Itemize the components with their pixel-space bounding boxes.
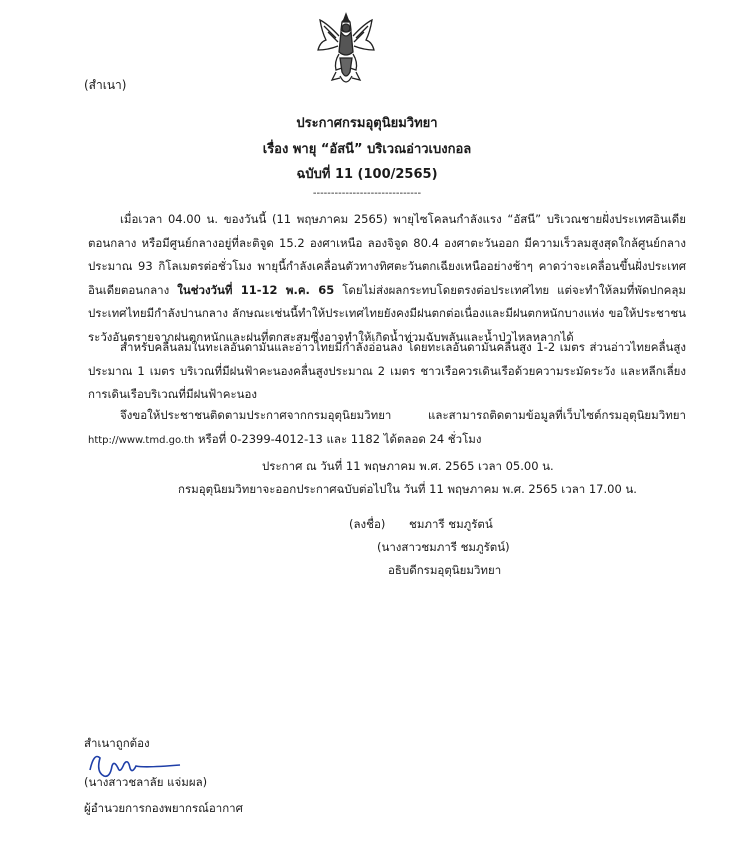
signatory-position: อธิบดีกรมอุตุนิยมวิทยา xyxy=(388,563,502,577)
signatory-full-name: (นางสาวชมภารี ชมภูรัตน์) xyxy=(377,540,510,554)
signature-line xyxy=(349,513,493,536)
paragraph-wave-conditions: สำหรับคลื่นลมในทะเลอันดามันและอ่าวไทยมีกำลังอ่อนลง โดยทะเลอันดามันคลื่นสูง 1-2 เมตร ส่วนอ่าวไทยคลื่นสูงประมาณ 1 เมตร บริเวณที่มีฝนฟ้าคะนองคลื่นสูงประมาณ 2 เมตร ชาวเรือควรเดินเรือด้วยความระมัดระวัง และหลีกเลี่ยงการเดินเรือบริเวณที่มีฝนฟ้าคะนอง xyxy=(88,340,686,401)
garuda-emblem-icon xyxy=(316,10,376,90)
issue-info xyxy=(178,455,637,501)
paragraph-text: หรือที่ 0-2399-4012-13 และ 1182 ได้ตลอด 24 ชั่วโมง xyxy=(194,431,482,446)
issue-date: ประกาศ ณ วันที่ 11 พฤษภาคม พ.ศ. 2565 เวลา 05.00 น. xyxy=(262,459,554,473)
paragraph-text: จึงขอให้ประชาชนติดตามประกาศจากกรมอุตุนิยมวิทยา และสามารถติดตามข้อมูลที่เว็บไซต์กรมอุตุนิยมวิทยา xyxy=(120,408,686,422)
paragraph-text: โดยไม่ส่งผลกระทบโดยตรงต่อประเทศไทย แต่จะทำให้ลมที่พัดปกคลุมประเทศไทยมีกำลังปานกลาง ลักษณะเช่นนี้ทำให้ประเทศไทยยังคงมีฝนตกต่อเนื่องและมีฝนตกหนักบางแห่ง ขอให้ประชาชนระวังอันตรายจากฝนตกหนักและฝนที่ตกสะสมซึ่งอาจทำให้เกิดน้ำท่วมฉับพลันและน้ำป่าไหลหลากได้ xyxy=(88,282,686,344)
title-separator: ------------------------------ xyxy=(312,188,422,199)
next-issue: กรมอุตุนิยมวิทยาจะออกประกาศฉบับต่อไปใน วันที่ 11 พฤษภาคม พ.ศ. 2565 เวลา 17.00 น. xyxy=(178,482,637,496)
signed-label: (ลงชื่อ) xyxy=(349,517,386,531)
certifier-name: (นางสาวชลาลัย แจ่มผล) xyxy=(84,775,208,789)
highlighted-date-range: ในช่วงวันที่ 11-12 พ.ค. 65 xyxy=(177,282,335,297)
copy-label: (สำเนา) xyxy=(84,78,127,92)
paragraph-storm-status xyxy=(88,208,686,349)
certified-copy-label: สำเนาถูกต้อง xyxy=(84,736,150,750)
website-link[interactable]: http://www.tmd.go.th xyxy=(88,434,195,446)
certifier-position: ผู้อำนวยการกองพยากรณ์อากาศ xyxy=(84,801,243,815)
announcement-number: ฉบับที่ 11 (100/2565) xyxy=(296,167,438,182)
paragraph-contact xyxy=(88,404,686,452)
signed-name: ชมภารี ชมภูรัตน์ xyxy=(409,517,493,531)
announcement-subject: เรื่อง พายุ “อัสนี” บริเวณอ่าวเบงกอล xyxy=(262,142,472,157)
paragraph-text: เมื่อเวลา 04.00 น. ของวันนี้ (11 พฤษภาคม 2565) พายุไซโคลนกำลังแรง “อัสนี” บริเวณชายฝั่งประเทศอินเดียตอนกลาง หรือมีศูนย์กลางอยู่ที่ละติจูด 15.2 องศาเหนือ ลองจิจูด 80.4 องศาตะวันออก มีความเร็วลมสูงสุดใกล้ศูนย์กลางประมาณ 93 กิโลเมตรต่อชั่วโมง พายุนี้กำลังเคลื่อนตัวทางทิศตะวันตกเฉียงเหนืออย่างช้าๆ คาดว่าจะเคลื่อนขึ้นฝั่งประเทศอินเดียตอนกลาง xyxy=(88,212,686,297)
announcement-title: ประกาศกรมอุตุนิยมวิทยา xyxy=(296,116,438,131)
